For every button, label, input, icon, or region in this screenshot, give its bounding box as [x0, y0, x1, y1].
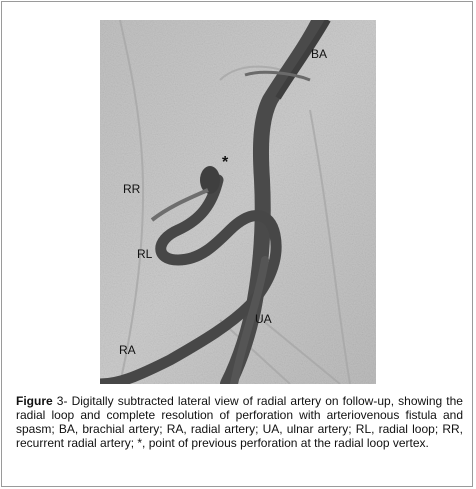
caption-lead: Figure	[16, 394, 53, 408]
label-rr: RR	[123, 182, 141, 196]
loop-vertex	[200, 166, 220, 194]
image-background	[100, 20, 376, 384]
label-ua: UA	[255, 312, 272, 326]
label-ba: BA	[311, 47, 328, 61]
label-asterisk: *	[222, 154, 229, 171]
angiogram-svg	[100, 20, 376, 384]
label-rl: RL	[137, 247, 153, 261]
caption-text: - Digitally subtracted lateral view of radial artery on follow-up, showing the radial loop and complete resolution of perforation with arteriovenous fistula and spasm; BA, brachial artery; RA, radial artery; UA, ulnar artery; RL, radial loop; RR, recurrent radial artery; *, point of previous perforation at the radial loop vertex.	[16, 394, 463, 450]
label-ra: RA	[119, 343, 136, 357]
angiogram-image	[100, 20, 376, 384]
figure-caption	[16, 394, 463, 450]
figure-frame	[1, 1, 473, 487]
caption-number: 3	[52, 394, 64, 408]
